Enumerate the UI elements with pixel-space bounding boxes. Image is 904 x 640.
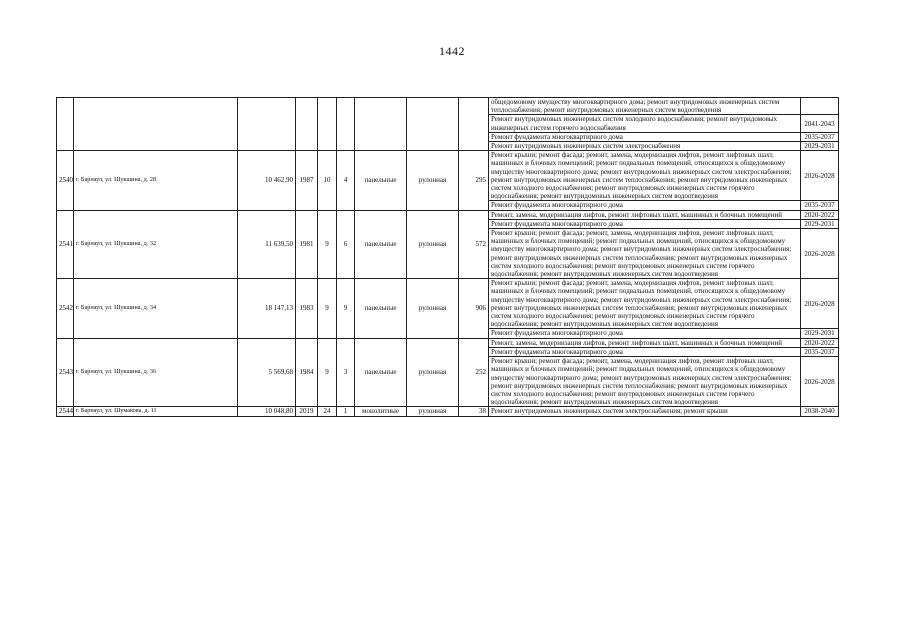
address-cell: г. Барнаул, ул. Шукшина, д. 34 bbox=[74, 279, 238, 338]
table-row bbox=[57, 407, 839, 416]
work-description-cell: Ремонт крыши; ремонт фасада; ремонт, замена, модернизация лифтов, ремонт лифтовых шахт, машинных и блочных помещений; ремонт подвальных помещений, относящихся к общедомовому имуществу многоквартирного дома; ремонт внутридомовых инженерных систем электроснабжения; ремонт внутридомовых инженерных систем теплоснабжения; ремонт внутридомовых инженерных систем холодного водоснабжения; ремонт внутридомовых инженерных систем горячего водоснабжения; ремонт внутридомовых инженерных систем водоотведения bbox=[489, 151, 801, 201]
residents-cell bbox=[459, 98, 489, 151]
work-description-cell: Ремонт внутридомовых инженерных систем холодного водоснабжения; ремонт внутридомовых инженерных систем горячего водоснабжения bbox=[489, 115, 801, 132]
work-description-cell: Ремонт внутридомовых инженерных систем электроснабжения; ремонт крыши bbox=[489, 407, 801, 416]
area-cell: 11 639,50 bbox=[238, 210, 296, 279]
work-description-cell: Ремонт фундамента многоквартирного дома bbox=[489, 201, 801, 210]
entrances-cell: 9 bbox=[337, 279, 355, 338]
wall-material-cell: панельные bbox=[355, 151, 407, 210]
building-number-cell: 2541 bbox=[57, 210, 74, 279]
work-period-cell: 2029-2031 bbox=[801, 142, 839, 151]
work-description-cell: Ремонт фундамента многоквартирного дома bbox=[489, 329, 801, 338]
work-period-cell: 2035-2037 bbox=[801, 347, 839, 356]
work-period-cell bbox=[801, 98, 839, 115]
entrances-cell: 1 bbox=[337, 407, 355, 416]
address-cell: г. Барнаул, ул. Шукшина, д. 32 bbox=[74, 210, 238, 279]
area-cell: 5 569,68 bbox=[238, 338, 296, 407]
work-description-cell: Ремонт фундамента многоквартирного дома bbox=[489, 132, 801, 141]
address-cell: г. Барнаул, ул. Шукшина, д. 28 bbox=[74, 151, 238, 210]
area-cell: 10 462,90 bbox=[238, 151, 296, 210]
building-number-cell: 2544 bbox=[57, 407, 74, 416]
year-built-cell: 1983 bbox=[296, 279, 318, 338]
floors-cell: 9 bbox=[318, 279, 337, 338]
work-period-cell: 2026-2028 bbox=[801, 279, 839, 329]
entrances-cell: 4 bbox=[337, 151, 355, 210]
work-period-cell: 2035-2037 bbox=[801, 132, 839, 141]
floors-cell: 9 bbox=[318, 210, 337, 279]
residents-cell: 572 bbox=[459, 210, 489, 279]
work-description-cell: Ремонт крыши; ремонт фасада; ремонт, замена, модернизация лифтов, ремонт лифтовых шахт, машинных и блочных помещений; ремонт подвальных помещений, относящихся к общедомовому имуществу многоквартирного дома; ремонт внутридомовых инженерных систем электроснабжения; ремонт внутридомовых инженерных систем теплоснабжения; ремонт внутридомовых инженерных систем холодного водоснабжения; ремонт внутридомовых инженерных систем горячего водоснабжения; ремонт внутридомовых инженерных систем водоотведения bbox=[489, 357, 801, 407]
wall-material-cell: панельные bbox=[355, 210, 407, 279]
work-description-cell: Ремонт фундамента многоквартирного дома bbox=[489, 347, 801, 356]
year-built-cell: 1981 bbox=[296, 210, 318, 279]
work-description-cell: Ремонт, замена, модернизация лифтов, ремонт лифтовых шахт, машинных и блочных помещений bbox=[489, 210, 801, 219]
building-number-cell bbox=[57, 98, 74, 151]
year-built-cell: 1984 bbox=[296, 338, 318, 407]
area-cell: 10 048,80 bbox=[238, 407, 296, 416]
work-description-cell: Ремонт фундамента многоквартирного дома bbox=[489, 219, 801, 228]
roof-type-cell: рулонная bbox=[407, 151, 459, 210]
address-cell bbox=[74, 98, 238, 151]
address-cell: г. Барнаул, ул. Шукшина, д. 36 bbox=[74, 338, 238, 407]
year-built-cell: 2019 bbox=[296, 407, 318, 416]
table-row bbox=[57, 151, 839, 201]
table-row bbox=[57, 279, 839, 329]
work-period-cell: 2038-2040 bbox=[801, 407, 839, 416]
roof-type-cell: рулонная bbox=[407, 279, 459, 338]
work-period-cell: 2029-2031 bbox=[801, 219, 839, 228]
residents-cell: 38 bbox=[459, 407, 489, 416]
work-description-cell: общедомовому имуществу многоквартирного дома; ремонт внутридомовых инженерных систем теплоснабжения; ремонт внутридомовых инженерных систем водоотведения bbox=[489, 98, 801, 115]
residents-cell: 906 bbox=[459, 279, 489, 338]
table-row bbox=[57, 338, 839, 347]
area-cell bbox=[238, 98, 296, 151]
work-description-cell: Ремонт внутридомовых инженерных систем электроснабжения bbox=[489, 142, 801, 151]
work-period-cell: 2020-2022 bbox=[801, 338, 839, 347]
work-description-cell: Ремонт крыши; ремонт фасада; ремонт, замена, модернизация лифтов, ремонт лифтовых шахт, машинных и блочных помещений; ремонт подвальных помещений, относящихся к общедомовому имуществу многоквартирного дома; ремонт внутридомовых инженерных систем электроснабжения; ремонт внутридомовых инженерных систем теплоснабжения; ремонт внутридомовых инженерных систем холодного водоснабжения; ремонт внутридомовых инженерных систем горячего водоснабжения; ремонт внутридомовых инженерных систем водоотведения bbox=[489, 229, 801, 279]
year-built-cell bbox=[296, 98, 318, 151]
wall-material-cell bbox=[355, 98, 407, 151]
wall-material-cell: монолитные bbox=[355, 407, 407, 416]
work-description-cell: Ремонт крыши; ремонт фасада; ремонт, замена, модернизация лифтов, ремонт лифтовых шахт, машинных и блочных помещений; ремонт подвальных помещений, относящихся к общедомовому имуществу многоквартирного дома; ремонт внутридомовых инженерных систем электроснабжения; ремонт внутридомовых инженерных систем теплоснабжения; ремонт внутридомовых инженерных систем холодного водоснабжения; ремонт внутридомовых инженерных систем горячего водоснабжения; ремонт внутридомовых инженерных систем водоотведения bbox=[489, 279, 801, 329]
work-period-cell: 2026-2028 bbox=[801, 357, 839, 407]
entrances-cell bbox=[337, 98, 355, 151]
entrances-cell: 3 bbox=[337, 338, 355, 407]
floors-cell: 24 bbox=[318, 407, 337, 416]
work-period-cell: 2026-2028 bbox=[801, 151, 839, 201]
roof-type-cell: рулонная bbox=[407, 338, 459, 407]
table-row bbox=[57, 98, 839, 115]
floors-cell bbox=[318, 98, 337, 151]
work-period-cell: 2035-2037 bbox=[801, 201, 839, 210]
wall-material-cell: панельные bbox=[355, 338, 407, 407]
floors-cell: 9 bbox=[318, 338, 337, 407]
entrances-cell: 6 bbox=[337, 210, 355, 279]
roof-type-cell: рулонная bbox=[407, 210, 459, 279]
area-cell: 18 147,13 bbox=[238, 279, 296, 338]
wall-material-cell: панельные bbox=[355, 279, 407, 338]
roof-type-cell bbox=[407, 98, 459, 151]
floors-cell: 10 bbox=[318, 151, 337, 210]
building-number-cell: 2542 bbox=[57, 279, 74, 338]
table-row bbox=[57, 210, 839, 219]
work-period-cell: 2020-2022 bbox=[801, 210, 839, 219]
work-description-cell: Ремонт, замена, модернизация лифтов, ремонт лифтовых шахт, машинных и блочных помещений bbox=[489, 338, 801, 347]
work-period-cell: 2029-2031 bbox=[801, 329, 839, 338]
residents-cell: 252 bbox=[459, 338, 489, 407]
building-number-cell: 2543 bbox=[57, 338, 74, 407]
year-built-cell: 1987 bbox=[296, 151, 318, 210]
building-number-cell: 2540 bbox=[57, 151, 74, 210]
page-number: 1442 bbox=[439, 44, 465, 58]
residents-cell: 295 bbox=[459, 151, 489, 210]
work-period-cell: 2026-2028 bbox=[801, 229, 839, 279]
roof-type-cell: рулонная bbox=[407, 407, 459, 416]
address-cell: г. Барнаул, ул. Шумакова, д. 11 bbox=[74, 407, 238, 416]
housing-register-table bbox=[56, 97, 839, 417]
work-period-cell: 2041-2043 bbox=[801, 115, 839, 132]
